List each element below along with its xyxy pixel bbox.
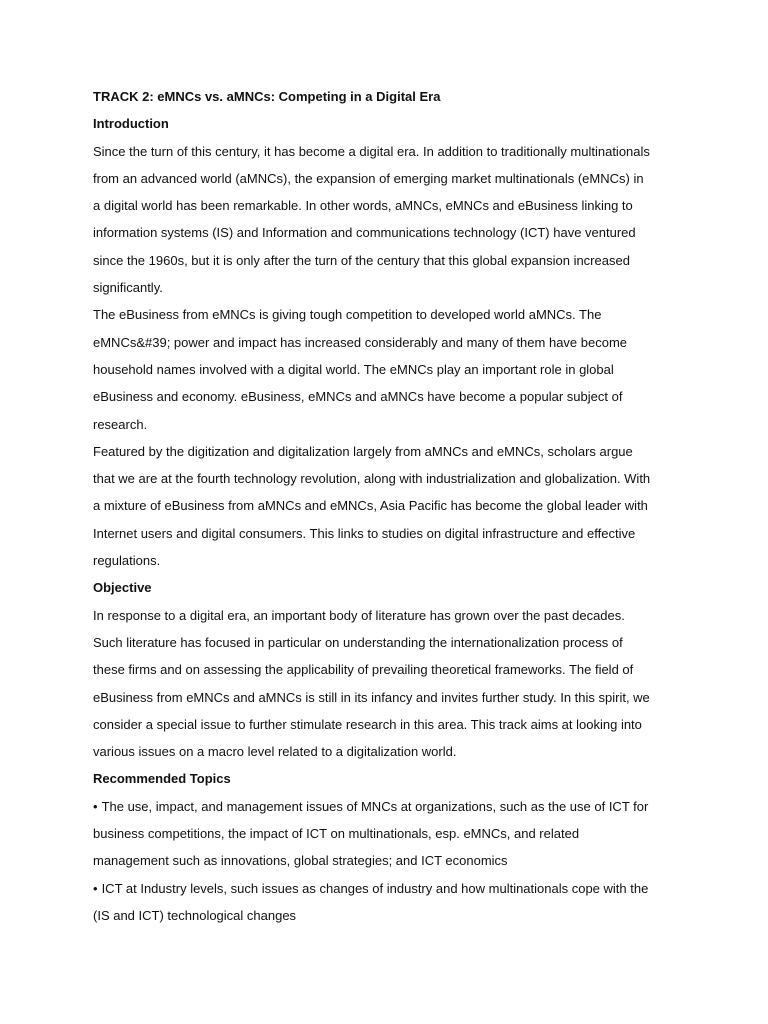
topic-bullet-item <box>93 875 653 930</box>
objective-heading: Objective <box>93 580 152 596</box>
introduction-paragraph-3: Featured by the digitization and digitalization largely from aMNCs and eMNCs, scholars argue that we are at the fourth technology revolution, along with industrialization and globalization. With a mixture of eBusiness from aMNCs and eMNCs, Asia Pacific has become the global leader with Internet users and digital consumers. This links to studies on digital infrastructure and effective regulations. <box>93 443 651 569</box>
topic-text: ICT at Industry levels, such issues as changes of industry and how multinationals cope with the (IS and ICT) technological changes <box>93 880 649 923</box>
bullet-icon: • <box>93 880 98 896</box>
topic-bullet-item <box>93 793 653 875</box>
introduction-paragraph-2: The eBusiness from eMNCs is giving tough competition to developed world aMNCs. The eMNCs&#39; power and impact has increased considerably and many of them have become household names involved with a digital world. The eMNCs play an important role in global eBusiness and economy. eBusiness, eMNCs and aMNCs have become a popular subject of research. <box>93 307 628 432</box>
objective-paragraph: In response to a digital era, an important body of literature has grown over the past decades. Such literature has focused in particular on understanding the internationalization process of these firms and on assessing the applicability of prevailing theoretical frameworks. The field of eBusiness from eMNCs and aMNCs is still in its infancy and invites further study. In this spirit, we consider a special issue to further stimulate research in this area. This track aims at looking into various issues on a macro level related to a digitalization world. <box>93 607 650 760</box>
recommended-topics-heading: Recommended Topics <box>93 771 231 787</box>
document-title: TRACK 2: eMNCs vs. aMNCs: Competing in a Digital Era <box>93 89 441 104</box>
topic-text: The use, impact, and management issues of MNCs at organizations, such as the use of ICT for business competitions, the impact of ICT on multinationals, esp. eMNCs, and related management such as innovations, global strategies; and ICT economics <box>93 798 649 869</box>
document-page <box>93 83 653 929</box>
bullet-icon: • <box>93 798 98 814</box>
introduction-paragraph-1: Since the turn of this century, it has become a digital era. In addition to traditionally multinationals from an advanced world (aMNCs), the expansion of emerging market multinationals (eMNCs) in a digital world has been remarkable. In other words, aMNCs, eMNCs and eBusiness linking to information systems (IS) and Information and communications technology (ICT) have ventured since the 1960s, but it is only after the turn of the century that this global expansion increased significantly. <box>93 143 650 296</box>
introduction-heading: Introduction <box>93 116 169 132</box>
